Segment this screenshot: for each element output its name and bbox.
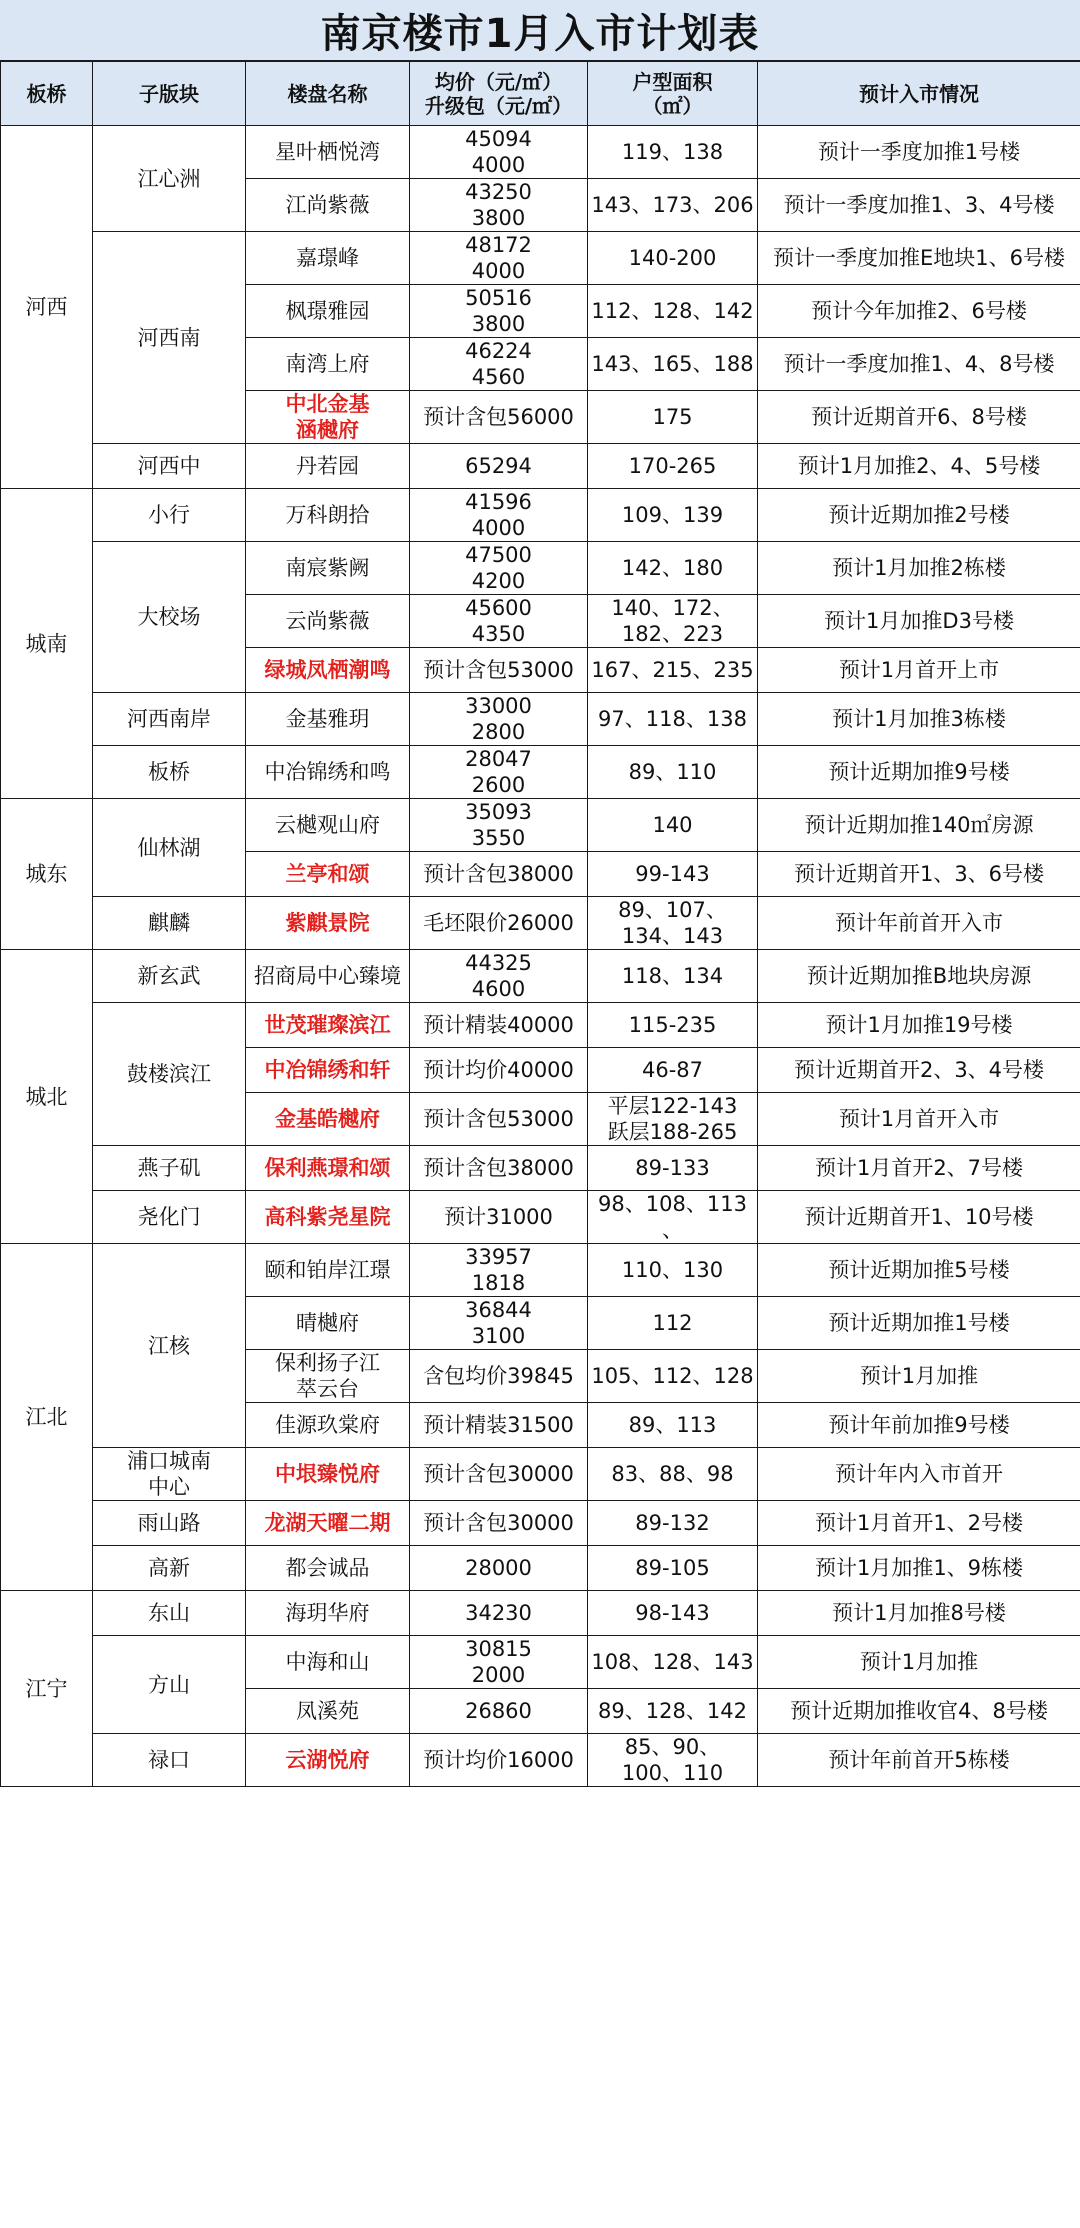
- project-name-cell: 招商局中心臻境: [246, 950, 410, 1003]
- cell-line: 3100: [471, 1324, 526, 1348]
- header-price: [410, 62, 588, 126]
- table-body: [1, 126, 1080, 1787]
- table-row: [1, 1003, 1080, 1048]
- cell-line: 45094: [465, 127, 532, 151]
- header-size-line2: （㎡）: [642, 93, 703, 118]
- area-cell: 江宁: [1, 1591, 93, 1787]
- launch-plan-cell: 预计近期加推9号楼: [758, 746, 1080, 799]
- project-name-cell: 丹若园: [246, 444, 410, 489]
- price-cell: 预计含包30000: [410, 1448, 588, 1501]
- launch-plan-cell: 预计近期首开1、10号楼: [758, 1191, 1080, 1244]
- price-cell: 预计含包30000: [410, 1501, 588, 1546]
- sub-area-cell: 江核: [93, 1244, 246, 1448]
- cell-line: 平层122-143: [607, 1094, 738, 1118]
- unit-size-cell: 46-87: [588, 1048, 758, 1093]
- cell-line: 47500: [465, 543, 532, 567]
- cell-line: 100、110: [621, 1761, 724, 1785]
- sub-area-cell: 雨山路: [93, 1501, 246, 1546]
- cell-line: 33957: [465, 1245, 532, 1269]
- unit-size-cell: 97、118、138: [588, 693, 758, 746]
- price-cell: 34230: [410, 1591, 588, 1636]
- cell-line: 35093: [465, 800, 532, 824]
- area-cell: 河西: [1, 126, 93, 489]
- launch-plan-cell: 预计1月加推1、9栋楼: [758, 1546, 1080, 1591]
- project-name-cell: 金基皓樾府: [246, 1093, 410, 1146]
- header-sub-area: 子版块: [93, 62, 246, 126]
- unit-size-cell: 98-143: [588, 1591, 758, 1636]
- cell-line: 45600: [465, 596, 532, 620]
- price-cell: [410, 1636, 588, 1689]
- sub-area-cell: 新玄武: [93, 950, 246, 1003]
- unit-size-cell: 108、128、143: [588, 1636, 758, 1689]
- price-cell: 预计31000: [410, 1191, 588, 1244]
- sub-area-cell: 高新: [93, 1546, 246, 1591]
- project-name-cell: 云湖悦府: [246, 1734, 410, 1787]
- cell-line: 98、108、113: [598, 1192, 747, 1216]
- price-cell: [410, 693, 588, 746]
- price-cell: [410, 595, 588, 648]
- sub-area-cell: 板桥: [93, 746, 246, 799]
- price-cell: 预计均价16000: [410, 1734, 588, 1787]
- project-name-cell: 星叶栖悦湾: [246, 126, 410, 179]
- cell-line: 3800: [471, 312, 526, 336]
- table-title: 南京楼市1月入市计划表: [0, 0, 1080, 62]
- header-size: [588, 62, 758, 126]
- table-row: [1, 444, 1080, 489]
- unit-size-cell: 140: [588, 799, 758, 852]
- project-name-cell: 佳源玖棠府: [246, 1403, 410, 1448]
- cell-line: 44325: [465, 951, 532, 975]
- launch-plan-cell: 预计近期首开2、3、4号楼: [758, 1048, 1080, 1093]
- unit-size-cell: [588, 595, 758, 648]
- sub-area-cell: 河西中: [93, 444, 246, 489]
- table-row: [1, 489, 1080, 542]
- table-row: [1, 1448, 1080, 1501]
- table-row: [1, 1636, 1080, 1689]
- launch-plan-cell: 预计1月加推2、4、5号楼: [758, 444, 1080, 489]
- project-name-cell: 保利燕璟和颂: [246, 1146, 410, 1191]
- cell-line: 48172: [465, 233, 532, 257]
- cell-line: 跃层188-265: [607, 1120, 738, 1144]
- unit-size-cell: 89、110: [588, 746, 758, 799]
- unit-size-cell: 109、139: [588, 489, 758, 542]
- unit-size-cell: 105、112、128: [588, 1350, 758, 1403]
- cell-line: 中北金基: [285, 392, 370, 416]
- price-cell: [410, 489, 588, 542]
- sub-area-cell: 河西南岸: [93, 693, 246, 746]
- unit-size-cell: 110、130: [588, 1244, 758, 1297]
- launch-plan-cell: 预计近期加推收官4、8号楼: [758, 1689, 1080, 1734]
- project-name-cell: 中垠臻悦府: [246, 1448, 410, 1501]
- project-name-cell: 绿城凤栖潮鸣: [246, 648, 410, 693]
- header-plan: 预计入市情况: [758, 62, 1080, 126]
- table-row: [1, 1146, 1080, 1191]
- price-cell: 预计含包38000: [410, 852, 588, 897]
- unit-size-cell: 143、173、206: [588, 179, 758, 232]
- unit-size-cell: 119、138: [588, 126, 758, 179]
- project-name-cell: 龙湖天曜二期: [246, 1501, 410, 1546]
- price-cell: 26860: [410, 1689, 588, 1734]
- unit-size-cell: 112、128、142: [588, 285, 758, 338]
- launch-plan-cell: 预计一季度加推1、4、8号楼: [758, 338, 1080, 391]
- cell-line: 43250: [465, 180, 532, 204]
- sub-area-cell: 麒麟: [93, 897, 246, 950]
- price-cell: [410, 799, 588, 852]
- price-cell: [410, 1244, 588, 1297]
- cell-line: 50516: [465, 286, 532, 310]
- launch-plan-cell: 预计1月加推2栋楼: [758, 542, 1080, 595]
- table-row: [1, 1191, 1080, 1244]
- sub-area-cell: 河西南: [93, 232, 246, 444]
- price-cell: 预计含包56000: [410, 391, 588, 444]
- launch-plan-cell: 预计一季度加推1号楼: [758, 126, 1080, 179]
- launch-plan-cell: 预计1月加推19号楼: [758, 1003, 1080, 1048]
- unit-size-cell: [588, 1734, 758, 1787]
- cell-line: 33000: [465, 694, 532, 718]
- price-cell: 预计含包38000: [410, 1146, 588, 1191]
- launch-plan-cell: 预计近期加推B地块房源: [758, 950, 1080, 1003]
- launch-plan-cell: 预计一季度加推E地块1、6号楼: [758, 232, 1080, 285]
- unit-size-cell: [588, 1093, 758, 1146]
- sub-area-cell: 大校场: [93, 542, 246, 693]
- area-cell: 城北: [1, 950, 93, 1244]
- cell-line: 36844: [465, 1298, 532, 1322]
- sub-area-cell: 燕子矶: [93, 1146, 246, 1191]
- cell-line: 85、90、: [624, 1735, 721, 1759]
- unit-size-cell: 142、180: [588, 542, 758, 595]
- project-name-cell: 云樾观山府: [246, 799, 410, 852]
- project-name-cell: [246, 1350, 410, 1403]
- project-name-cell: 江尚紫薇: [246, 179, 410, 232]
- cell-line: 4200: [471, 569, 526, 593]
- sub-area-cell: 方山: [93, 1636, 246, 1734]
- cell-line: 134、143: [621, 924, 724, 948]
- cell-line: 保利扬子江: [275, 1351, 380, 1375]
- price-cell: [410, 285, 588, 338]
- sub-area-cell: 鼓楼滨江: [93, 1003, 246, 1146]
- price-cell: [410, 542, 588, 595]
- cell-line: 2600: [471, 773, 526, 797]
- cell-line: 41596: [465, 490, 532, 514]
- price-cell: [410, 179, 588, 232]
- launch-plan-cell: 预计1月首开入市: [758, 1093, 1080, 1146]
- cell-line: 182、223: [621, 622, 724, 646]
- unit-size-cell: 89、128、142: [588, 1689, 758, 1734]
- area-cell: 城南: [1, 489, 93, 799]
- cell-line: 4350: [471, 622, 526, 646]
- unit-size-cell: [588, 1191, 758, 1244]
- project-name-cell: 嘉璟峰: [246, 232, 410, 285]
- unit-size-cell: 89-105: [588, 1546, 758, 1591]
- header-size-line1: 户型面积: [632, 69, 713, 94]
- unit-size-cell: 170-265: [588, 444, 758, 489]
- project-name-cell: 金基雅玥: [246, 693, 410, 746]
- project-name-cell: 枫璟雅园: [246, 285, 410, 338]
- header-price-line2: 升级包（元/㎡）: [424, 93, 573, 118]
- cell-line: 140、172、: [611, 596, 734, 620]
- unit-size-cell: 118、134: [588, 950, 758, 1003]
- price-cell: 预计含包53000: [410, 1093, 588, 1146]
- cell-line: 4000: [471, 153, 526, 177]
- unit-size-cell: 115-235: [588, 1003, 758, 1048]
- plan-table: [0, 61, 1080, 1787]
- sub-area-cell: 禄口: [93, 1734, 246, 1787]
- launch-plan-cell: 预计近期首开6、8号楼: [758, 391, 1080, 444]
- table-row: [1, 799, 1080, 852]
- cell-line: 30815: [465, 1637, 532, 1661]
- cell-line: 4560: [471, 365, 526, 389]
- cell-line: 、: [662, 1218, 683, 1242]
- area-cell: 江北: [1, 1244, 93, 1591]
- table-row: [1, 232, 1080, 285]
- unit-size-cell: [588, 897, 758, 950]
- unit-size-cell: 143、165、188: [588, 338, 758, 391]
- cell-line: 28047: [465, 747, 532, 771]
- table-row: [1, 897, 1080, 950]
- launch-plan-cell: 预计年前首开入市: [758, 897, 1080, 950]
- unit-size-cell: 89、113: [588, 1403, 758, 1448]
- sub-area-cell: 尧化门: [93, 1191, 246, 1244]
- project-name-cell: 中海和山: [246, 1636, 410, 1689]
- project-name-cell: 南宸紫阙: [246, 542, 410, 595]
- unit-size-cell: 140-200: [588, 232, 758, 285]
- launch-plan-cell: 预计近期加推140㎡房源: [758, 799, 1080, 852]
- unit-size-cell: 175: [588, 391, 758, 444]
- price-cell: 预计精装40000: [410, 1003, 588, 1048]
- cell-line: 萃云台: [296, 1377, 359, 1401]
- cell-line: 4000: [471, 516, 526, 540]
- launch-plan-cell: 预计年内入市首开: [758, 1448, 1080, 1501]
- cell-line: 浦口城南: [127, 1449, 211, 1473]
- project-name-cell: 海玥华府: [246, 1591, 410, 1636]
- unit-size-cell: 89-132: [588, 1501, 758, 1546]
- project-name-cell: 云尚紫薇: [246, 595, 410, 648]
- launch-plan-cell: 预计今年加推2、6号楼: [758, 285, 1080, 338]
- project-name-cell: 中冶锦绣和轩: [246, 1048, 410, 1093]
- header-area: 板桥: [1, 62, 93, 126]
- launch-plan-cell: 预计一季度加推1、3、4号楼: [758, 179, 1080, 232]
- cell-line: 4600: [471, 977, 526, 1001]
- project-name-cell: 中冶锦绣和鸣: [246, 746, 410, 799]
- cell-line: 1818: [471, 1271, 526, 1295]
- price-cell: 含包均价39845: [410, 1350, 588, 1403]
- launch-plan-cell: 预计1月加推D3号楼: [758, 595, 1080, 648]
- project-name-cell: 世茂璀璨滨江: [246, 1003, 410, 1048]
- project-name-cell: 颐和铂岸江璟: [246, 1244, 410, 1297]
- price-cell: 预计精装31500: [410, 1403, 588, 1448]
- sub-area-cell: [93, 1448, 246, 1501]
- header-price-line1: 均价（元/㎡）: [434, 69, 563, 94]
- price-cell: [410, 950, 588, 1003]
- price-cell: 预计均价40000: [410, 1048, 588, 1093]
- launch-plan-cell: 预计近期加推1号楼: [758, 1297, 1080, 1350]
- table-row: [1, 693, 1080, 746]
- project-name-cell: 高科紫尧星院: [246, 1191, 410, 1244]
- launch-plan-cell: 预计年前加推9号楼: [758, 1403, 1080, 1448]
- table-row: [1, 1546, 1080, 1591]
- cell-line: 3550: [471, 826, 526, 850]
- cell-line: 89、107、: [618, 898, 727, 922]
- project-name-cell: 南湾上府: [246, 338, 410, 391]
- project-name-cell: 都会诚品: [246, 1546, 410, 1591]
- launch-plan-cell: 预计1月首开1、2号楼: [758, 1501, 1080, 1546]
- launch-plan-cell: 预计近期加推2号楼: [758, 489, 1080, 542]
- project-name-cell: 兰亭和颂: [246, 852, 410, 897]
- sub-area-cell: 东山: [93, 1591, 246, 1636]
- project-name-cell: 凤溪苑: [246, 1689, 410, 1734]
- launch-plan-cell: 预计1月加推8号楼: [758, 1591, 1080, 1636]
- table-row: [1, 1501, 1080, 1546]
- table-row: [1, 126, 1080, 179]
- price-cell: [410, 232, 588, 285]
- launch-plan-cell: 预计1月加推: [758, 1350, 1080, 1403]
- launch-plan-cell: 预计1月首开上市: [758, 648, 1080, 693]
- project-name-cell: [246, 391, 410, 444]
- price-cell: 预计含包53000: [410, 648, 588, 693]
- header-project: 楼盘名称: [246, 62, 410, 126]
- launch-plan-cell: 预计1月加推3栋楼: [758, 693, 1080, 746]
- launch-plan-cell: 预计1月加推: [758, 1636, 1080, 1689]
- unit-size-cell: 112: [588, 1297, 758, 1350]
- cell-line: 2800: [471, 720, 526, 744]
- launch-plan-cell: 预计近期加推5号楼: [758, 1244, 1080, 1297]
- price-cell: 65294: [410, 444, 588, 489]
- project-name-cell: 万科朗拾: [246, 489, 410, 542]
- cell-line: 4000: [471, 259, 526, 283]
- area-cell: 城东: [1, 799, 93, 950]
- sub-area-cell: 江心洲: [93, 126, 246, 232]
- project-name-cell: 晴樾府: [246, 1297, 410, 1350]
- header-row: [1, 62, 1080, 126]
- sub-area-cell: 小行: [93, 489, 246, 542]
- cell-line: 涵樾府: [296, 418, 359, 442]
- price-cell: 28000: [410, 1546, 588, 1591]
- price-cell: [410, 338, 588, 391]
- table-row: [1, 746, 1080, 799]
- cell-line: 3800: [471, 206, 526, 230]
- launch-plan-cell: 预计1月首开2、7号楼: [758, 1146, 1080, 1191]
- price-cell: [410, 746, 588, 799]
- table-row: [1, 950, 1080, 1003]
- cell-line: 中心: [148, 1475, 190, 1499]
- cell-line: 46224: [465, 339, 532, 363]
- table-row: [1, 1244, 1080, 1297]
- project-name-cell: 紫麒景院: [246, 897, 410, 950]
- launch-plan-cell: 预计近期首开1、3、6号楼: [758, 852, 1080, 897]
- launch-plan-cell: 预计年前首开5栋楼: [758, 1734, 1080, 1787]
- cell-line: 2000: [471, 1663, 526, 1687]
- unit-size-cell: 89-133: [588, 1146, 758, 1191]
- price-cell: 毛坯限价26000: [410, 897, 588, 950]
- table-row: [1, 542, 1080, 595]
- price-cell: [410, 126, 588, 179]
- unit-size-cell: 167、215、235: [588, 648, 758, 693]
- sub-area-cell: 仙林湖: [93, 799, 246, 897]
- table-row: [1, 1591, 1080, 1636]
- table-row: [1, 1734, 1080, 1787]
- price-cell: [410, 1297, 588, 1350]
- unit-size-cell: 83、88、98: [588, 1448, 758, 1501]
- unit-size-cell: 99-143: [588, 852, 758, 897]
